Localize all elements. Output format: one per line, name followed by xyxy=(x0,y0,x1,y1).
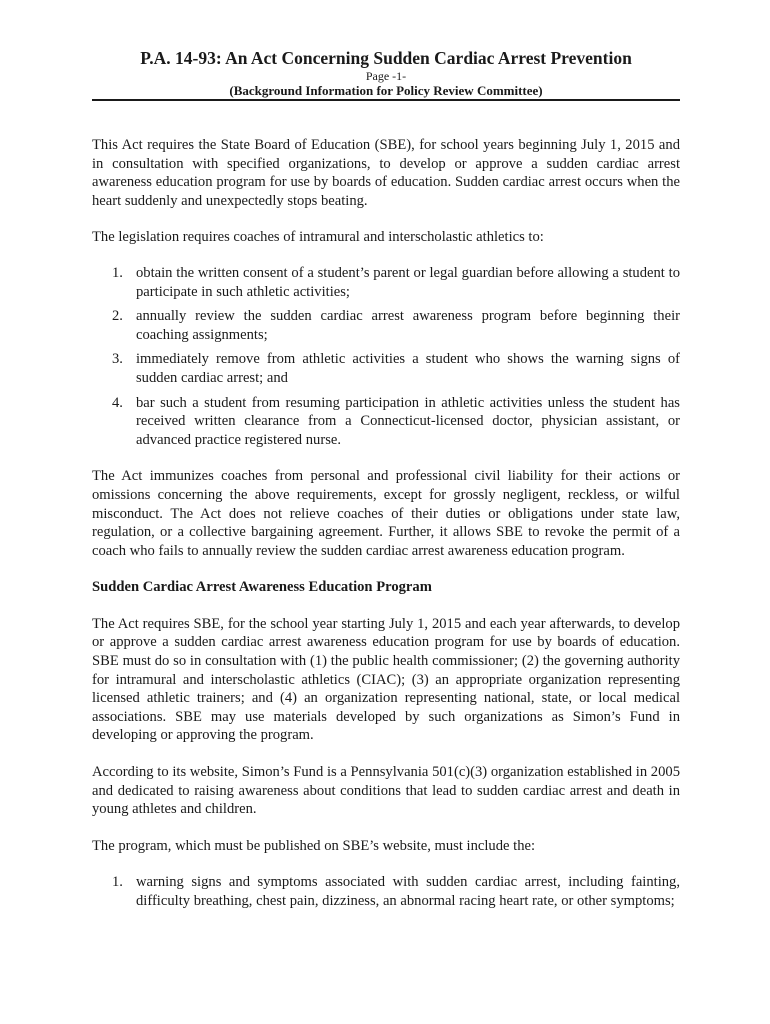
document-page xyxy=(92,0,680,911)
list-item xyxy=(92,394,680,450)
list-item-number: 2. xyxy=(112,308,123,325)
list-item-text: immediately remove from athletic activities a student who shows the warning signs of sudden cardiac arrest; and xyxy=(136,351,680,386)
list-item-text: obtain the written consent of a student’s parent or legal guardian before allowing a student to participate in such athletic activities; xyxy=(136,264,680,300)
section-heading: Sudden Cardiac Arrest Awareness Education Program xyxy=(92,579,432,596)
page-number: Page -1- xyxy=(365,69,407,83)
list-item-text: bar such a student from resuming participation in athletic activities unless the student has received written clearance from a Connecticut-licensed doctor, physician assistant, or advanced practice registered nurse. xyxy=(136,394,680,448)
list-item-number: 1. xyxy=(112,874,123,891)
list-item xyxy=(92,264,680,301)
paragraph-simons-fund: According to its website, Simon’s Fund is a Pennsylvania 501(c)(3) organization established in 2005 and dedicated to raising awareness about conditions that lead to sudden cardiac arrest and death in young athletes and children. xyxy=(92,764,680,818)
list-item xyxy=(92,873,680,910)
program-contents-list xyxy=(92,873,680,910)
list-item-text: annually review the sudden cardiac arrest awareness program before beginning their coaching assignments; xyxy=(136,308,680,343)
header-rule xyxy=(92,99,680,101)
coach-requirements-list xyxy=(92,264,680,449)
document-title: P.A. 14-93: An Act Concerning Sudden Cardiac Arrest Prevention xyxy=(140,48,632,68)
list-item-number: 4. xyxy=(112,394,123,411)
list-item xyxy=(92,350,680,387)
paragraph-coaches-requirements: The legislation requires coaches of intramural and interscholastic athletics to: xyxy=(92,229,544,246)
paragraph-immunity: The Act immunizes coaches from personal and professional civil liability for their actions or omissions concerning the above requirements, except for grossly negligent, reckless, or wilful misconduct. The Act does not relieve coaches of their duties or obligations under state law, regulation, or a collective bargaining agreement. Further, it allows SBE to revoke the permit of a coach who fails to annually review the sudden cardiac arrest awareness education program. xyxy=(92,468,680,559)
paragraph-intro: This Act requires the State Board of Education (SBE), for school years beginning July 1, 2015 and in consultation with specified organizations, to develop or approve a sudden cardiac arrest awareness education program for use by boards of education. Sudden cardiac arrest occurs when the heart suddenly and unexpectedly stops beating. xyxy=(92,137,680,209)
list-item-number: 3. xyxy=(112,351,123,368)
list-item-text: warning signs and symptoms associated with sudden cardiac arrest, including fainting, difficulty breathing, chest pain, dizziness, an abnormal racing heart rate, or other symptoms; xyxy=(136,874,680,909)
paragraph-program-contents: The program, which must be published on SBE’s website, must include the: xyxy=(92,837,536,854)
document-subtitle: (Background Information for Policy Review Committee) xyxy=(229,83,543,98)
list-item xyxy=(92,307,680,344)
list-item-number: 1. xyxy=(112,264,123,281)
paragraph-program-requirements: The Act requires SBE, for the school year starting July 1, 2015 and each year afterwards, to develop or approve a sudden cardiac arrest awareness education program for use by boards of education. SBE must do so in consultation with (1) the public health commissioner; (2) the governing authority for intramural and interscholastic athletics (CIAC); (3) an appropriate organization representing licensed athletic trainers; and (4) an organization representing national, state, or local medical associations. SBE may use materials developed by such organizations as Simon’s Fund in developing or approving the program. xyxy=(92,615,680,744)
